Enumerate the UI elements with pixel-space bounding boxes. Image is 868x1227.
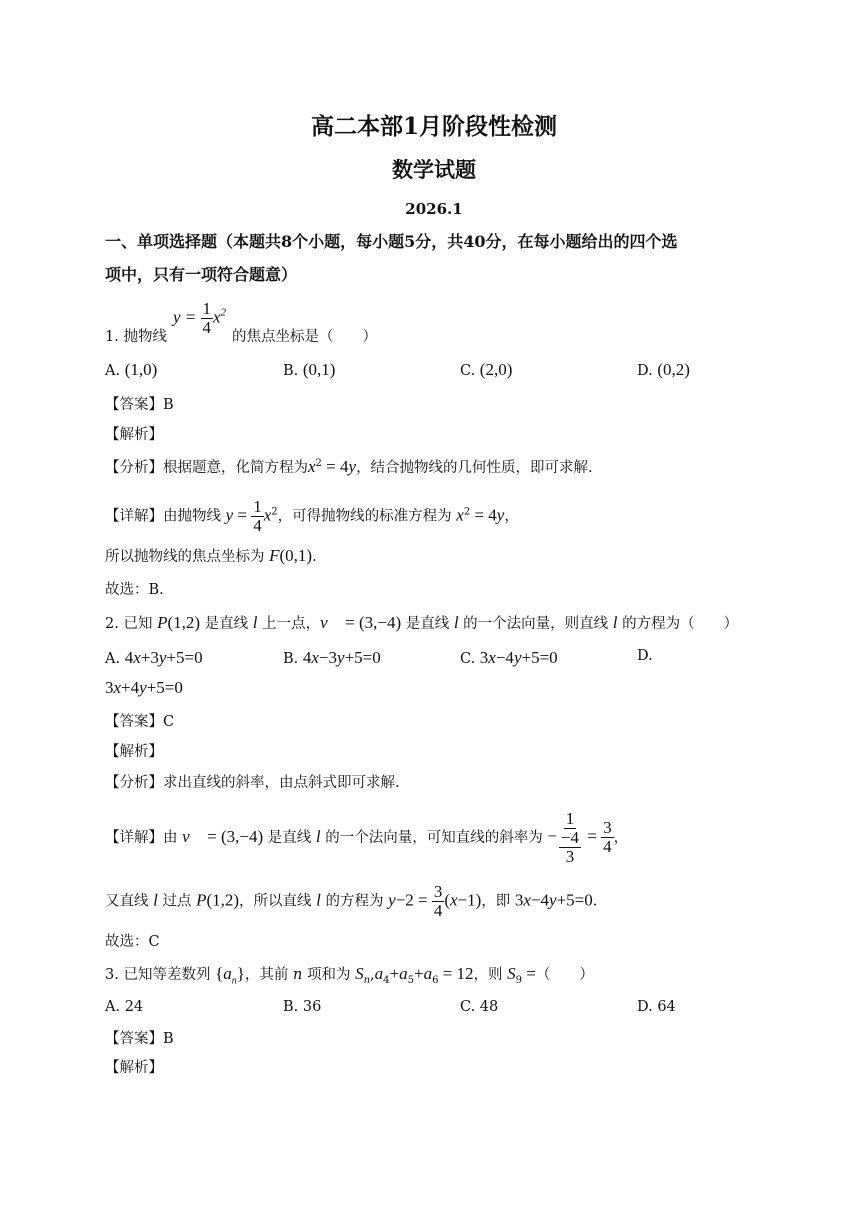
q1-analysis-label: 【解析】: [105, 427, 163, 443]
q2-answer: 【答案】C: [105, 714, 175, 730]
q1-stem-suffix: 的焦点坐标是（ ）: [232, 329, 377, 345]
q3-option-b: B. 36: [283, 999, 322, 1015]
q1-choose: 故选：B.: [105, 582, 164, 598]
exam-title: 高二本部1月阶段性检测: [310, 113, 557, 140]
q2-option-b: B. 4x−3y+5=0: [283, 648, 381, 667]
q1-fenxi: 【分析】根据题意，化简方程为$x^2 = 4y$，结合抛物线的几何性质，即可求解.: [105, 457, 593, 476]
q1-conclusion: 所以抛物线的焦点坐标为 F(0,1).: [105, 546, 317, 565]
exam-subtitle: 数学试题: [392, 157, 476, 182]
q2-xiangjie: 【详解】由 v⃗ = (3,−4) 是直线 l 的一个法向量，可知直线的斜率为 − $\frac{1}{\frac{-4}{3}}$ = $\frac{3}{4}$ ，: [105, 809, 629, 866]
q2-choose: 故选：C: [105, 934, 160, 950]
q1-option-c: C. (2,0): [460, 360, 513, 379]
q3-analysis-label: 【解析】: [105, 1060, 163, 1076]
q1-answer: 【答案】B: [105, 397, 174, 413]
q3-stem: 3. 已知等差数列 $\{a_n\}$，其前 n 项和为 $S_n,a_4+a_5+a_6 = 12$，则 $S_9$ =（ ）: [105, 964, 594, 987]
q1-option-b: B. (0,1): [283, 360, 336, 379]
q2-option-d: 3x+4y+5=0: [105, 678, 183, 697]
q2-analysis-label: 【解析】: [105, 744, 163, 760]
q2-fenxi: 【分析】求出直线的斜率，由点斜式即可求解.: [105, 775, 400, 791]
q1-stem-prefix: 1. 抛物线: [105, 329, 167, 345]
q1-xiangjie: 【详解】由抛物线 y = $\frac{1}{4}$ $x^2$，可得抛物线的标准方程为 $x^2 = 4y$，: [105, 497, 519, 535]
q2-option-a: A. 4x+3y+5=0: [105, 648, 203, 667]
q3-option-d: D. 64: [637, 999, 676, 1015]
exam-date: 2026.1: [405, 200, 463, 218]
q3-option-a: A. 24: [105, 999, 144, 1015]
q1-option-a: A. (1,0): [105, 360, 158, 379]
q2-option-c: C. 3x−4y+5=0: [460, 648, 558, 667]
q3-option-c: C. 48: [460, 999, 499, 1015]
q2-option-d-label: D.: [637, 648, 653, 664]
q2-stem: 2. 已知 P(1,2) 是直线 l 上一点，v⃗ = (3,−4) 是直线 l 的一个法向量，则直线 l 的方程为（ ）: [105, 613, 739, 632]
section-heading-line2: 项中，只有一项符合题意）: [105, 265, 298, 284]
q1-formula: y = $\frac{1}{4}$ $x^2$: [173, 299, 227, 337]
section-heading-line1: 一、单项选择题（本题共8个小题，每小题5分，共40分，在每小题给出的四个选: [105, 232, 678, 251]
q3-answer: 【答案】B: [105, 1031, 174, 1047]
q1-option-d: D. (0,2): [637, 360, 690, 379]
q2-line2: 又直线 l 过点 P(1,2)，所以直线 l 的方程为 y−2 = $\frac{3}{4}$ (x−1)，即 3x−4y+5=0.: [105, 882, 598, 920]
